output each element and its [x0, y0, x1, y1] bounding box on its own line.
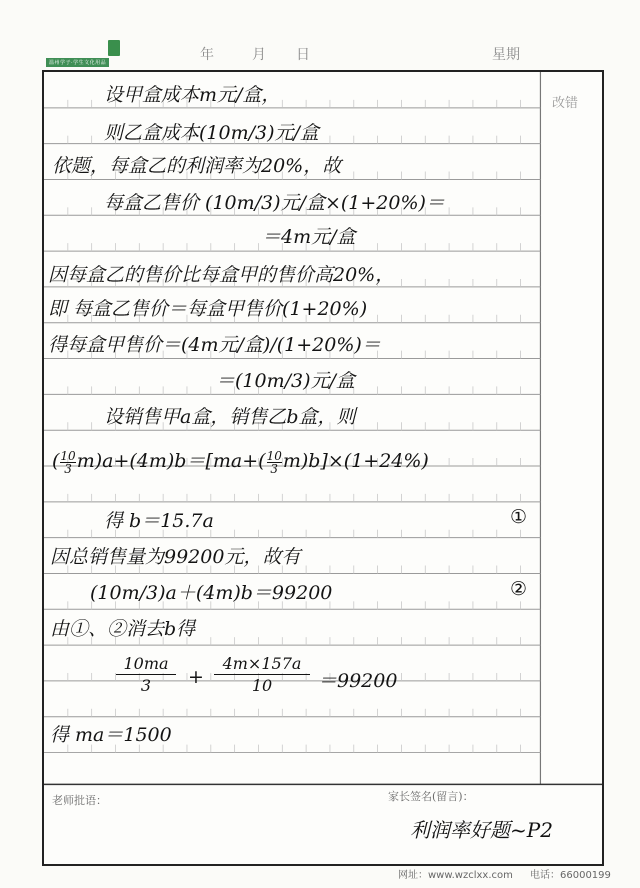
eq-inner-den: 3: [270, 461, 279, 476]
website-text: 网址：www.wzclxx.com: [398, 870, 513, 881]
main-equation: $(\frac{10}{3}m)a+(4m)b=[ma+(\frac{10}{3}m)b]\times(1+24\%)$: [52, 448, 429, 476]
solution-line: ＝4m元/盒: [262, 226, 356, 248]
eq-left-num: 10: [60, 448, 76, 463]
eq-left-den: 3: [64, 461, 72, 476]
solution-line: 则乙盒成本(10m/3)元/盒: [104, 122, 319, 144]
month-label: 月: [252, 47, 266, 63]
solution-line: 得 b＝15.7a: [104, 510, 214, 532]
eq-right-rest: m)b]×(1+24%): [282, 450, 429, 472]
equation-marker-two: ②: [510, 578, 528, 600]
solution-line: 因总销售量为99200元，故有: [50, 546, 301, 568]
elim-frac1-den: 3: [140, 676, 152, 695]
solution-line: 因每盒乙的售价比每盒甲的售价高20%，: [48, 264, 395, 286]
solution-line: 设甲盒成本m元/盒，: [104, 84, 281, 106]
solution-line: (10m/3)a＋(4m)b＝99200: [90, 582, 333, 604]
solution-line: 得 ma＝1500: [50, 724, 172, 746]
notebook-logo-text: 温州学子·学生文化用品: [46, 58, 109, 67]
elim-rhs: ＝99200: [318, 670, 398, 692]
eq-inner-num: 10: [266, 448, 282, 463]
parent-signature: 利润率好题~P2: [410, 818, 553, 842]
parent-signature-label: 家长签名(留言)：: [388, 790, 474, 803]
elim-frac1-num: 10ma: [123, 654, 169, 673]
solution-line: 即 每盒乙售价＝每盒甲售价(1+20%): [48, 298, 368, 320]
solution-line: 设销售甲a盒，销售乙b盒，则: [104, 406, 356, 428]
solution-line: 每盒乙售价 (10m/3)元/盒×(1+20%)＝: [104, 192, 445, 214]
elim-frac2-den: 10: [251, 676, 273, 695]
elim-frac2-num: 4m×157a: [222, 654, 302, 673]
solution-line: 由①、②消去b得: [50, 618, 196, 640]
day-label: 日: [296, 47, 310, 63]
weekday-label: 星期: [492, 47, 520, 63]
eq-left-rest: m)a+(4m)b＝[ma+(: [76, 450, 266, 472]
year-label: 年: [200, 47, 214, 63]
elim-fraction-2: [214, 654, 310, 695]
solution-line: 得每盒甲售价＝(4m元/盒)/(1+20%)＝: [48, 334, 381, 356]
teacher-comment-label: 老师批语：: [52, 794, 107, 807]
notebook-logo-icon: [108, 40, 120, 56]
solution-line: ＝(10m/3)元/盒: [216, 370, 355, 392]
phone-text: 电话：66000199: [530, 870, 611, 881]
page-header: [0, 0, 640, 70]
equation-marker-one: ①: [510, 506, 528, 528]
solution-line: 依题，每盒乙的利润率为20%，故: [52, 155, 342, 177]
elim-plus: +: [188, 666, 204, 688]
elim-fraction-1: [116, 654, 176, 695]
correction-column-label: 改错: [552, 96, 579, 111]
